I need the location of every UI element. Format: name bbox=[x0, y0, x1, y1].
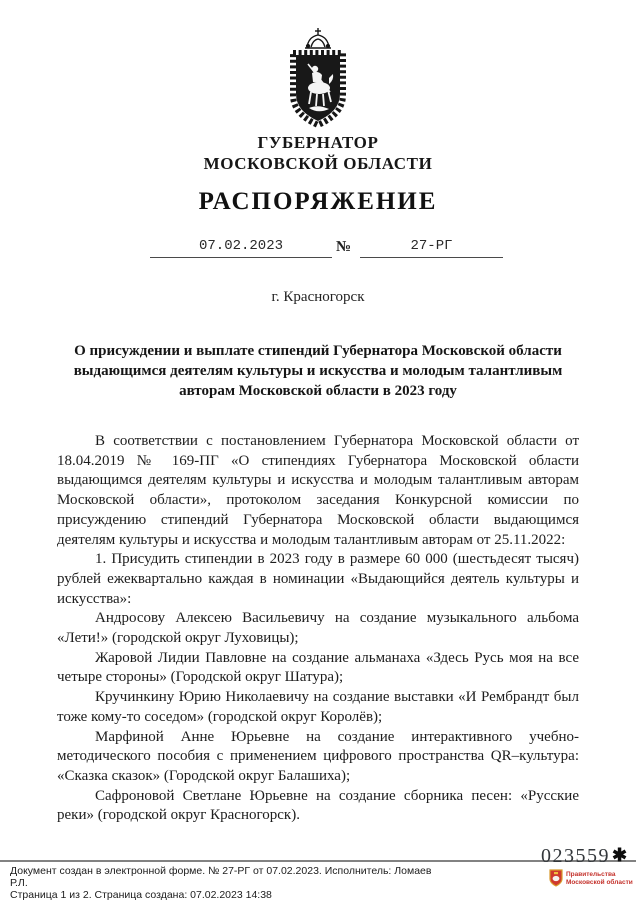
government-logo-text bbox=[566, 869, 633, 887]
number-sign-label: № bbox=[336, 239, 352, 255]
issue-city: г. Красногорск bbox=[271, 289, 365, 305]
mini-shield-icon bbox=[549, 869, 563, 887]
asterisk-icon: ✱ bbox=[612, 845, 628, 865]
document-number: 27-РГ bbox=[360, 238, 503, 258]
registration-stamp-number bbox=[541, 845, 628, 868]
moscow-oblast-coat-of-arms-icon bbox=[285, 26, 351, 128]
issuer-line2: МОСКОВСКОЙ ОБЛАСТИ bbox=[203, 154, 433, 173]
document-type-heading: РАСПОРЯЖЕНИЕ bbox=[198, 188, 438, 215]
body-paragraph: Андросову Алексею Васильевичу на создание музыкального альбома «Лети!» (городской округ Луховицы); bbox=[57, 610, 579, 647]
logo-text-line2: Московской области bbox=[566, 879, 633, 886]
document-title: О присуждении и выплате стипендий Губернатора Московской области выдающимся деятелям культуры и искусства и молодым талантливым авторам Московской области в 2023 году bbox=[73, 343, 563, 399]
document-date: 07.02.2023 bbox=[150, 238, 332, 258]
body-paragraph: Марфиной Анне Юрьевне на создание интерактивного учебно-методического пособия с применением цифрового пространства QR–культура: «Сказка сказок» (Городской округ Балашиха); bbox=[57, 728, 579, 784]
logo-text-line1: Правительства bbox=[566, 871, 616, 878]
body-paragraph: Кручинкину Юрию Николаевичу на создание выставки «И Рембрандт был тоже кому-то соседом» (городской округ Королёв); bbox=[57, 689, 579, 725]
government-logo bbox=[549, 869, 633, 887]
body-paragraph: 1. Присудить стипендии в 2023 году в размере 60 000 (шестьдесят тысяч) рублей ежеквартально каждая в номинации «Выдающийся деятель культуры и искусства»: bbox=[57, 551, 579, 607]
document-body bbox=[57, 432, 579, 826]
footer-info bbox=[10, 865, 440, 900]
issuer-name bbox=[0, 132, 636, 174]
issuer-line1: ГУБЕРНАТОР bbox=[257, 133, 379, 152]
body-paragraph: Сафроновой Светлане Юрьевне на создание сборника песен: «Русские реки» (городской округ Красногорск). bbox=[57, 787, 579, 824]
date-number-row bbox=[0, 238, 636, 260]
footer-info-line1: Документ создан в электронной форме. № 27-РГ от 07.02.2023. Исполнитель: Ломаев Р.Л. bbox=[10, 865, 432, 889]
body-paragraph: В соответствии с постановлением Губернатора Московской области от 18.04.2019 № 169-ПГ «О стипендиях Губернатора Московской области выдающимся деятелям культуры и искусства и молодым талантливым авторам Московской области», протоколом заседания Конкурсной комиссии по присуждению стипендий Губернатора Московской области выдающимся деятелям культуры и искусства и молодым талантливым авторам от 25.11.2022: bbox=[57, 433, 579, 548]
stamp-number-text: 023559 bbox=[541, 845, 610, 867]
footer-info-line2: Страница 1 из 2. Страница создана: 07.02.2023 14:38 bbox=[10, 889, 272, 900]
body-paragraph: Жаровой Лидии Павловне на создание альманаха «Здесь Русь моя на все четыре стороны» (Городской округ Шатура); bbox=[57, 649, 579, 686]
